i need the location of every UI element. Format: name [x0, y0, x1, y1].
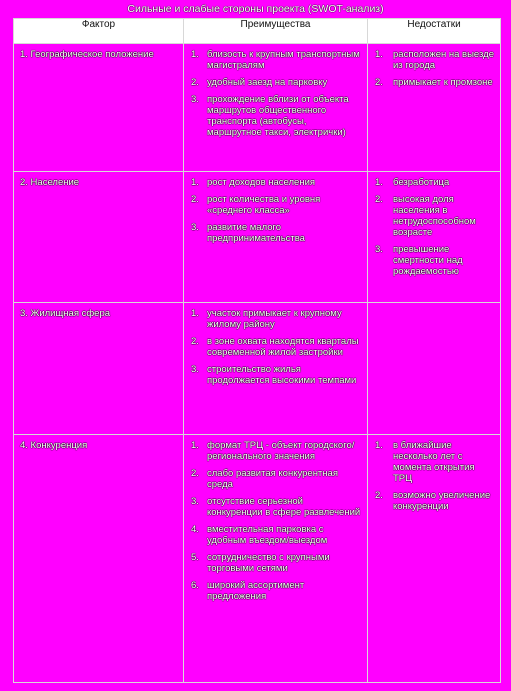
item-text: безработица [393, 177, 450, 188]
item-text: развитие малого предпринимательства [207, 222, 305, 244]
disadvantages-cell [368, 172, 501, 303]
item-text: примыкает к промзоне [393, 77, 493, 88]
list-item [190, 552, 361, 574]
disadvantages-cell [368, 435, 501, 683]
item-number: 2. [375, 194, 383, 205]
item-number: 3. [191, 222, 199, 233]
item-number: 1. [191, 440, 199, 451]
item-text: близость к крупным транспортным магистралям [207, 49, 360, 71]
list-item [190, 308, 361, 330]
list-item [190, 222, 361, 244]
item-text: сотрудничество с крупными торговыми сетями [207, 552, 330, 574]
advantages-list [190, 49, 361, 138]
table-row [14, 44, 501, 172]
item-text: высокая доля населения в нетрудоспособном возрасте [393, 194, 476, 238]
item-number: 3. [191, 496, 199, 507]
item-text: прохождение вблизи от объекта маршрутов общественного транспорта (автобусы, маршрутное такси, электрички) [207, 94, 349, 138]
list-item [374, 194, 494, 238]
list-item [190, 194, 361, 216]
list-item [374, 244, 494, 277]
disadvantages-list [374, 49, 494, 88]
list-item [190, 440, 361, 462]
item-number: 4. [191, 524, 199, 535]
item-number: 2. [191, 468, 199, 479]
item-number: 2. [191, 77, 199, 88]
item-number: 3. [191, 94, 199, 105]
table-row [14, 172, 501, 303]
list-item [190, 177, 361, 188]
item-text: строительство жилья продолжается высокими темпами [207, 364, 357, 386]
swot-table [13, 18, 501, 683]
item-number: 6. [191, 580, 199, 591]
list-item [190, 49, 361, 71]
disadvantages-cell [368, 44, 501, 172]
advantages-cell [184, 303, 368, 435]
page-title: Сильные и слабые стороны проекта (SWOT-анализ) [127, 3, 384, 15]
item-text: отсутствие серьезной конкуренции в сфере развлечений [207, 496, 361, 518]
list-item [190, 496, 361, 518]
item-number: 3. [375, 244, 383, 255]
item-text: участок примыкает к крупному жилому району [207, 308, 342, 330]
item-number: 5. [191, 552, 199, 563]
item-number: 2. [375, 77, 383, 88]
table-row [14, 303, 501, 435]
item-number: 2. [375, 490, 383, 501]
list-item [374, 490, 494, 512]
advantages-list [190, 177, 361, 244]
item-text: возможно увеличение конкуренции [393, 490, 491, 512]
item-text: вместительная парковка с удобным въездом/выездом [207, 524, 328, 546]
list-item [190, 580, 361, 602]
item-number: 1. [191, 177, 199, 188]
list-item [374, 77, 494, 88]
disadvantages-list [374, 177, 494, 277]
advantages-list [190, 308, 361, 386]
advantages-cell [184, 435, 368, 683]
table-body [14, 44, 501, 683]
table-row [14, 435, 501, 683]
factor-cell: 3. Жилищная сфера [14, 303, 184, 435]
list-item [374, 49, 494, 71]
item-text: рост количества и уровня «среднего класса» [207, 194, 321, 216]
list-item [374, 440, 494, 484]
item-number: 1. [375, 177, 383, 188]
item-text: расположен на выезде из города [393, 49, 494, 71]
item-number: 2. [191, 336, 199, 347]
header-row [14, 19, 501, 44]
item-text: в ближайшие несколько лет с момента открытия ТРЦ [393, 440, 475, 484]
item-number: 1. [375, 440, 383, 451]
item-text: широкий ассортимент предложения [207, 580, 305, 602]
list-item [190, 468, 361, 490]
header-disadvantages: Недостатки [368, 19, 501, 44]
header-factor: Фактор [14, 19, 184, 44]
item-text: удобный заезд на парковку [207, 77, 328, 88]
item-text: слабо развитая конкурентная среда [207, 468, 338, 490]
header-advantages: Преимущества [184, 19, 368, 44]
disadvantages-cell [368, 303, 501, 435]
list-item [190, 336, 361, 358]
list-item [190, 77, 361, 88]
factor-cell: 4. Конкуренция [14, 435, 184, 683]
item-number: 3. [191, 364, 199, 375]
list-item [374, 177, 494, 188]
factor-cell: 1. Географическое положение [14, 44, 184, 172]
advantages-cell [184, 172, 368, 303]
item-text: превышение смертности над рождаемостью [393, 244, 463, 277]
item-number: 2. [191, 194, 199, 205]
disadvantages-list [374, 440, 494, 512]
list-item [190, 364, 361, 386]
advantages-list [190, 440, 361, 602]
item-text: рост доходов населения [207, 177, 316, 188]
factor-cell: 2. Население [14, 172, 184, 303]
list-item [190, 524, 361, 546]
advantages-cell [184, 44, 368, 172]
list-item [190, 94, 361, 138]
item-text: формат ТРЦ - объект городского/регионального значения [207, 440, 355, 462]
item-number: 1. [375, 49, 383, 60]
item-number: 1. [191, 308, 199, 319]
item-text: в зоне охвата находятся кварталы современной жилой застройки [207, 336, 359, 358]
item-number: 1. [191, 49, 199, 60]
